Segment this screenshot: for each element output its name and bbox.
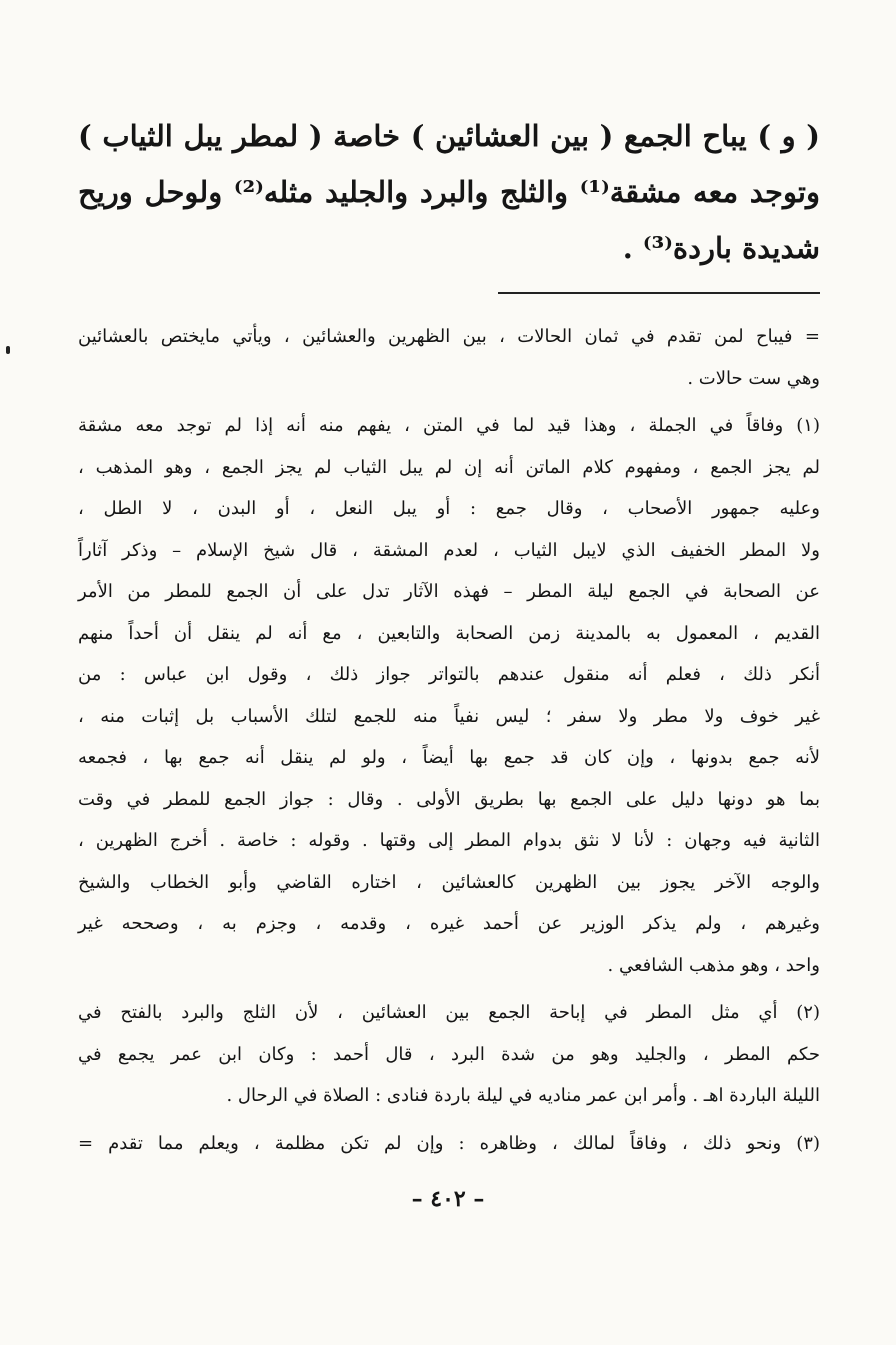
margin-mark	[6, 346, 10, 354]
footnote-line: وعليه جمهور الأصحاب ، وقال جمع : أو يبل النعل ، أو البدن ، لا الطل ،	[78, 498, 820, 519]
footnote-line: وغيرهم ، ولم يذكر الوزير عن أحمد غيره ، وقدمه ، وجزم به ، وصححه غير	[78, 913, 820, 934]
footnote-line: الليلة الباردة اهـ . وأمر ابن عمر مناديه في ليلة باردة فنادى : الصلاة في الرحال .	[226, 1085, 820, 1106]
footnote-line: القديم ، المعمول به بالمدينة زمن الصحابة والتابعين ، مع أنه لم ينقل أن أحداً منهم	[78, 622, 820, 644]
footnote-line: غير خوف ولا مطر ولا سفر ؛ ليس نفياً منه للجمع لتلك الأسباب بل إثبات منه ،	[78, 705, 820, 727]
footnote-line: بما هو دونها دليل على الجمع بها بطريق الأولى . وقال : جواز الجمع للمطر في وقت	[78, 788, 820, 810]
main-line: شديدة باردة⁽³⁾ .	[622, 231, 820, 265]
footnote-2-start: (٢) أي مثل المطر في إباحة الجمع بين العشائين ، لأن الثلج والبرد بالفتح في	[78, 1002, 820, 1023]
footnote-line: وهي ست حالات .	[687, 367, 820, 389]
footnote-line: ولا المطر الخفيف الذي لايبل الثياب ، لعدم المشقة ، قال شيخ الإسلام – وذكر آثاراً	[78, 539, 820, 561]
footnote-line: لم يجز الجمع ، ومفهوم كلام الماتن أنه إن لم يبل الثياب لم يجز الجمع ، وهو المذهب ،	[78, 456, 820, 478]
footnote-line: حكم المطر ، والجليد وهو من شدة البرد ، قال أحمد : وكان ابن عمر يجمع في	[78, 1043, 820, 1065]
footnote-line: لأنه جمع بدونها ، وإن كان قد جمع بها أيضاً ، ولو لم ينقل أنه جمع بها ، فجمعه	[78, 747, 820, 768]
footnotes	[78, 316, 820, 1164]
footnote-line: واحد ، وهو مذهب الشافعي .	[607, 954, 820, 976]
footnote-1-start: (١) وفاقاً في الجملة ، وهذا قيد لما في المتن ، يفهم منه أنه إذا لم توجد معه مشقة	[78, 415, 820, 436]
page-number: – ٤٠٢ –	[411, 1186, 485, 1212]
main-text	[78, 108, 820, 276]
footnote-line: أنكر ذلك ، فعلم أنه منقول عندهم بالتواتر جواز ذلك ، وقول ابن عباس : من	[78, 664, 820, 685]
main-line: ( و ) يباح الجمع ( بين العشائين ) خاصة ( لمطر يبل الثياب )	[78, 119, 820, 153]
footnote-3-start: (٣) ونحو ذلك ، وفاقاً لمالك ، وظاهره : وإن لم تكن مظلمة ، ويعلم مما تقدم =	[78, 1132, 820, 1154]
footnote-line: = فيباح لمن تقدم في ثمان الحالات ، بين الظهرين والعشائين ، ويأتي مايختص بالعشائين	[78, 326, 820, 347]
footnote-separator	[498, 292, 820, 294]
footnote-line: الثانية فيه وجهان : لأنا لا نثق بدوام المطر إلى وقتها . وقوله : خاصة . أخرج الظهرين ،	[78, 830, 820, 851]
main-line: وتوجد معه مشقة⁽¹⁾ والثلج والبرد والجليد مثله⁽²⁾ ولوحل وريح	[78, 175, 820, 209]
footnote-line: والوجه الآخر يجوز بين الظهرين كالعشائين ، اختاره القاضي وأبو الخطاب والشيخ	[78, 871, 820, 893]
footnote-line: عن الصحابة في الجمع ليلة المطر – فهذه الآثار تدل على أن الجمع للمطر من الأمر	[78, 581, 820, 602]
